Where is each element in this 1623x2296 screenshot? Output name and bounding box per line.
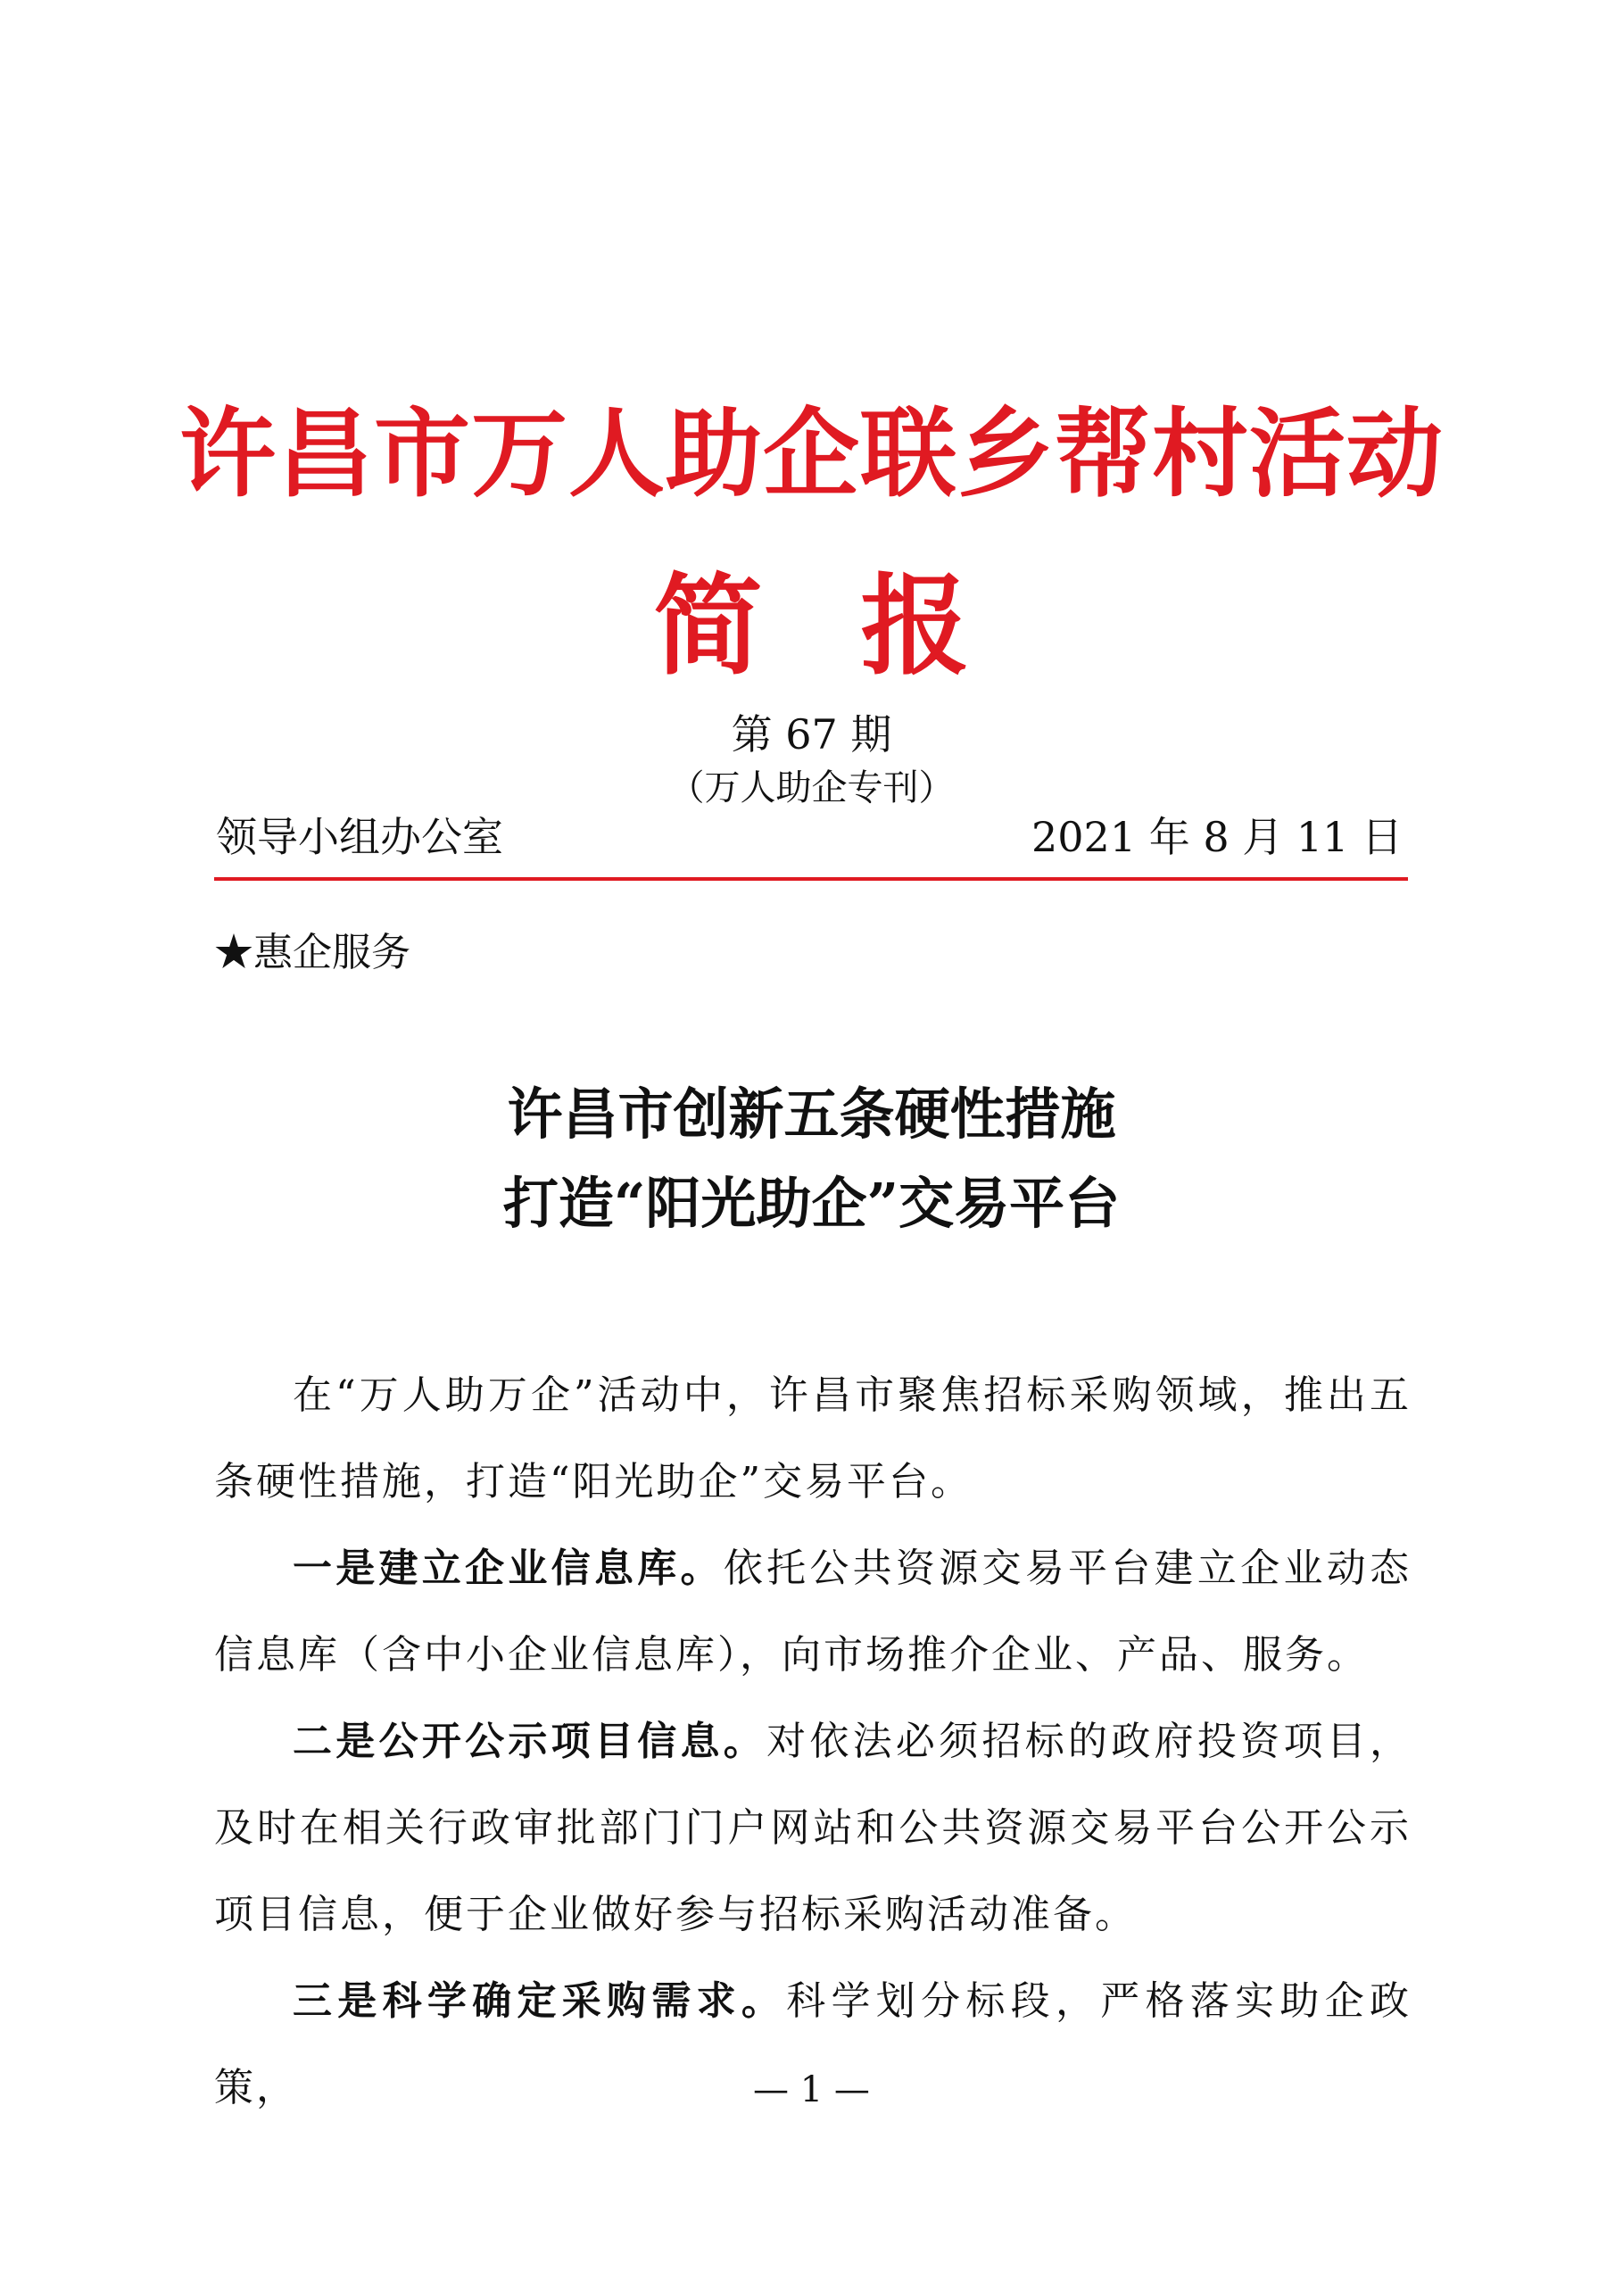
issuing-office: 领导小组办公室: [216, 813, 503, 861]
article-body: [214, 1352, 1412, 2131]
section-tag: ★惠企服务: [214, 930, 410, 975]
paragraph-lead: 一是建立企业信息库。: [293, 1546, 724, 1591]
article-headline-line2: 打造“阳光助企”交易平台: [502, 1171, 1121, 1236]
issue-date: 2021 年 8 月 11 日: [1031, 813, 1403, 861]
bulletin-type-title: [0, 561, 1623, 690]
paragraph: [214, 1352, 1412, 1525]
article-headline-line1: 许昌市创新五条硬性措施: [507, 1082, 1116, 1147]
paragraph-lead: 三是科学确定采购需求。: [293, 1978, 787, 2024]
issue-number: 第 67 期: [731, 710, 892, 758]
paragraph: [214, 1698, 1412, 1958]
paragraph-text: 科学划分标段，严格落实助企政策，: [214, 1978, 1412, 2110]
special-edition-label: （万人助企专刊）: [668, 767, 955, 808]
paragraph-text: 在“万人助万企”活动中，许昌市聚焦招标采购领域，推出五条硬性措施，打造“阳光助企”交易平台。: [214, 1372, 1412, 1504]
paragraph-text: 依托公共资源交易平台建立企业动态信息库（含中小企业信息库），向市场推介企业、产品、服务。: [214, 1546, 1412, 1678]
bulletin-masthead-title: 许昌市万人助企联乡帮村活动: [178, 398, 1444, 510]
page-number: — 1 —: [753, 2069, 870, 2110]
red-divider-line: [214, 877, 1408, 881]
masthead-info-row: [216, 813, 1403, 861]
bulletin-type-char: 简: [653, 561, 763, 690]
paragraph-text: 对依法必须招标的政府投资项目，及时在相关行政审批部门门户网站和公共资源交易平台公开公示项目信息，便于企业做好参与招标采购活动准备。: [214, 1719, 1412, 1937]
paragraph: [214, 1525, 1412, 1698]
paragraph-lead: 二是公开公示项目信息。: [293, 1719, 767, 1764]
bulletin-type-char: 报: [860, 561, 970, 690]
